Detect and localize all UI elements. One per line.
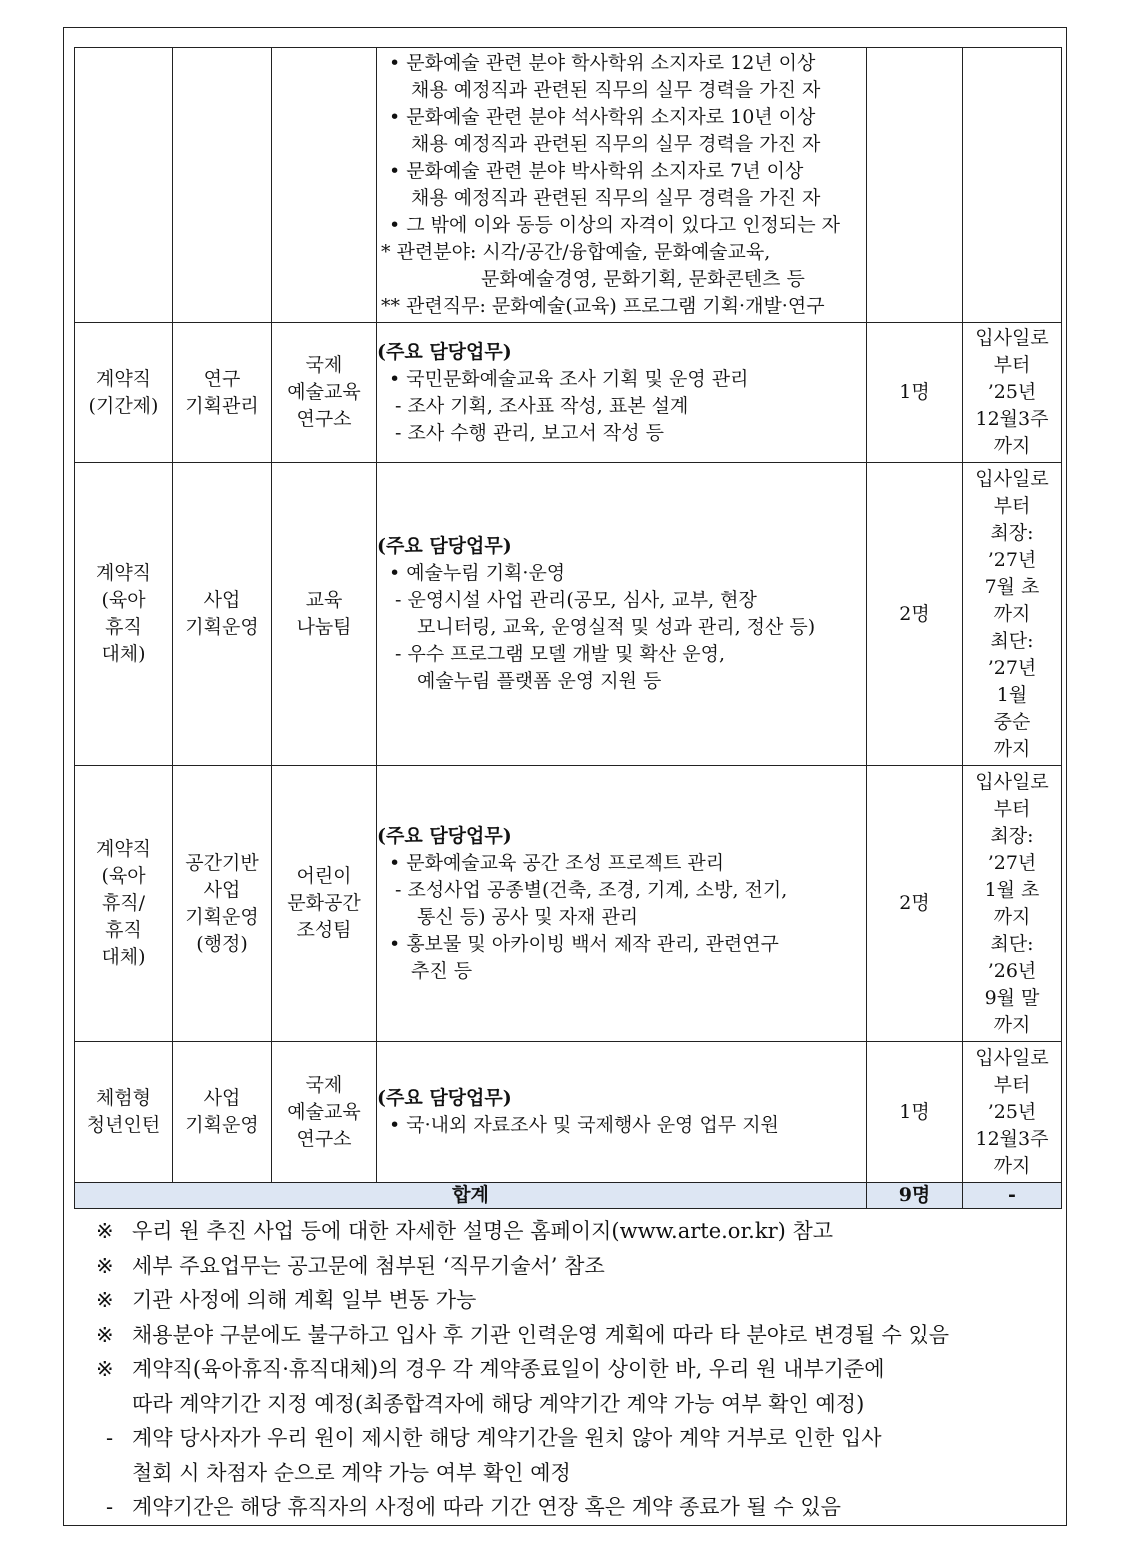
total-count: 9명 (867, 1183, 963, 1209)
duty-line: - 조사 기획, 조사표 작성, 표본 설계 (395, 394, 689, 417)
note-item: ※ 세부 주요업무는 공고문에 첨부된 ‘직무기술서’ 참조 (96, 1253, 605, 1278)
duty-line: • 홍보물 및 아카이빙 백서 제작 관리, 관련연구 (389, 932, 779, 955)
qualification-line: • 문화예술 관련 분야 석사학위 소지자로 10년 이상 (389, 106, 816, 128)
qualification-line: • 그 밖에 이와 동등 이상의 자격이 있다고 인정되는 자 (389, 214, 840, 236)
table-row (75, 323, 1062, 463)
duties-cell (377, 1042, 867, 1183)
empty-cell (173, 48, 272, 323)
field-cell: 공간기반 사업 기획운영 (행정) (173, 766, 272, 1042)
duty-line: • 예술누림 기획·운영 (389, 562, 566, 584)
period-cell: 입사일로 부터 최장: ’27년 1월 초 까지 최단: ’26년 9월 말 까지 (963, 766, 1062, 1042)
duties-header: (주요 담당업무) (377, 824, 512, 847)
recruitment-table (74, 47, 1062, 1209)
employment-type-cell: 체험형 청년인턴 (75, 1042, 173, 1183)
field-cell: 연구 기획관리 (173, 323, 272, 463)
duty-line: 통신 등) 공사 및 자재 관리 (417, 905, 639, 928)
duty-line: 모니터링, 교육, 운영실적 및 성과 관리, 정산 등) (417, 616, 816, 638)
duties-header: (주요 담당업무) (377, 535, 512, 557)
field-cell: 사업 기획운영 (173, 463, 272, 766)
period-cell: 입사일로 부터 최장: ’27년 7월 초 까지 최단: ’27년 1월 중순 까지 (963, 463, 1062, 766)
table-row (75, 1042, 1062, 1183)
note-item: ※ 우리 원 추진 사업 등에 대한 자세한 설명은 홈페이지(www.arte.or.kr) 참고 (96, 1219, 834, 1243)
notes-section (96, 1214, 1062, 1525)
duties-cell (377, 463, 867, 766)
qualification-line: 채용 예정직과 관련된 직무의 실무 경력을 가진 자 (411, 79, 821, 101)
table-row (75, 766, 1062, 1042)
qualification-line: 채용 예정직과 관련된 직무의 실무 경력을 가진 자 (411, 187, 821, 209)
department-cell: 어린이 문화공간 조성팀 (272, 766, 377, 1042)
qualification-cell (377, 48, 867, 323)
department-cell: 교육 나눔팀 (272, 463, 377, 766)
footnote-line: * 관련분야: 시각/공간/융합예술, 문화예술교육, (381, 241, 771, 263)
duties-cell (377, 766, 867, 1042)
note-subitem-continuation: 철회 시 차점자 순으로 계약 가능 여부 확인 예정 (132, 1460, 571, 1485)
employment-type-cell: 계약직 (기간제) (75, 323, 173, 463)
total-row (75, 1183, 1062, 1209)
duty-line: - 조성사업 공종별(건축, 조경, 기계, 소방, 전기, (395, 878, 788, 901)
duty-line: - 우수 프로그램 모델 개발 및 확산 운영, (395, 643, 726, 665)
duty-line: 추진 등 (411, 959, 473, 982)
headcount-cell: 1명 (867, 323, 963, 463)
period-cell: 입사일로 부터 ’25년 12월3주 까지 (963, 1042, 1062, 1183)
table-row (75, 463, 1062, 766)
department-cell: 국제 예술교육 연구소 (272, 323, 377, 463)
table-row-qualifications (75, 48, 1062, 323)
period-cell: 입사일로 부터 ’25년 12월3주 까지 (963, 323, 1062, 463)
empty-cell (272, 48, 377, 323)
employment-type-cell: 계약직 (육아 휴직 대체) (75, 463, 173, 766)
note-item: ※ 계약직(육아휴직·휴직대체)의 경우 각 계약종료일이 상이한 바, 우리 원 내부기준에 (96, 1357, 885, 1381)
department-cell: 국제 예술교육 연구소 (272, 1042, 377, 1183)
note-subitem: - 계약 당사자가 우리 원이 제시한 해당 계약기간을 원치 않아 계약 거부로 인한 입사 (106, 1426, 882, 1450)
note-item: ※ 기관 사정에 의해 계획 일부 변동 가능 (96, 1288, 477, 1312)
empty-cell (75, 48, 173, 323)
duties-header: (주요 담당업무) (377, 340, 512, 363)
duty-line: - 조사 수행 관리, 보고서 작성 등 (395, 421, 664, 444)
qualification-line: • 문화예술 관련 분야 박사학위 소지자로 7년 이상 (389, 160, 804, 182)
duties-header: (주요 담당업무) (377, 1087, 512, 1109)
qualification-line: • 문화예술 관련 분야 학사학위 소지자로 12년 이상 (389, 52, 816, 74)
duties-cell (377, 323, 867, 463)
empty-cell (963, 48, 1062, 323)
headcount-cell: 1명 (867, 1042, 963, 1183)
total-label: 합계 (75, 1183, 867, 1209)
empty-cell (867, 48, 963, 323)
field-cell: 사업 기획운영 (173, 1042, 272, 1183)
total-period: - (963, 1183, 1062, 1209)
note-subitem: - 계약기간은 해당 휴직자의 사정에 따라 기간 연장 혹은 계약 종료가 될 수 있음 (106, 1495, 841, 1519)
footnote-line: ** 관련직무: 문화예술(교육) 프로그램 기획·개발·연구 (381, 295, 825, 317)
headcount-cell: 2명 (867, 766, 963, 1042)
duty-line: • 국민문화예술교육 조사 기획 및 운영 관리 (389, 367, 749, 390)
duty-line: • 국·내외 자료조사 및 국제행사 운영 업무 지원 (389, 1114, 779, 1136)
employment-type-cell: 계약직 (육아 휴직/ 휴직 대체) (75, 766, 173, 1042)
duty-line: 예술누림 플랫폼 운영 지원 등 (417, 670, 662, 692)
note-item: ※ 채용분야 구분에도 불구하고 입사 후 기관 인력운영 계획에 따라 타 분야로 변경될 수 있음 (96, 1322, 950, 1347)
qualification-line: 채용 예정직과 관련된 직무의 실무 경력을 가진 자 (411, 133, 821, 155)
note-item-continuation: 따라 계약기간 지정 예정(최종합격자에 해당 계약기간 계약 가능 여부 확인 예정) (132, 1391, 865, 1416)
headcount-cell: 2명 (867, 463, 963, 766)
duty-line: - 운영시설 사업 관리(공모, 심사, 교부, 현장 (395, 589, 757, 611)
duty-line: • 문화예술교육 공간 조성 프로젝트 관리 (389, 851, 725, 874)
footnote-line: 문화예술경영, 문화기획, 문화콘텐츠 등 (481, 268, 805, 290)
